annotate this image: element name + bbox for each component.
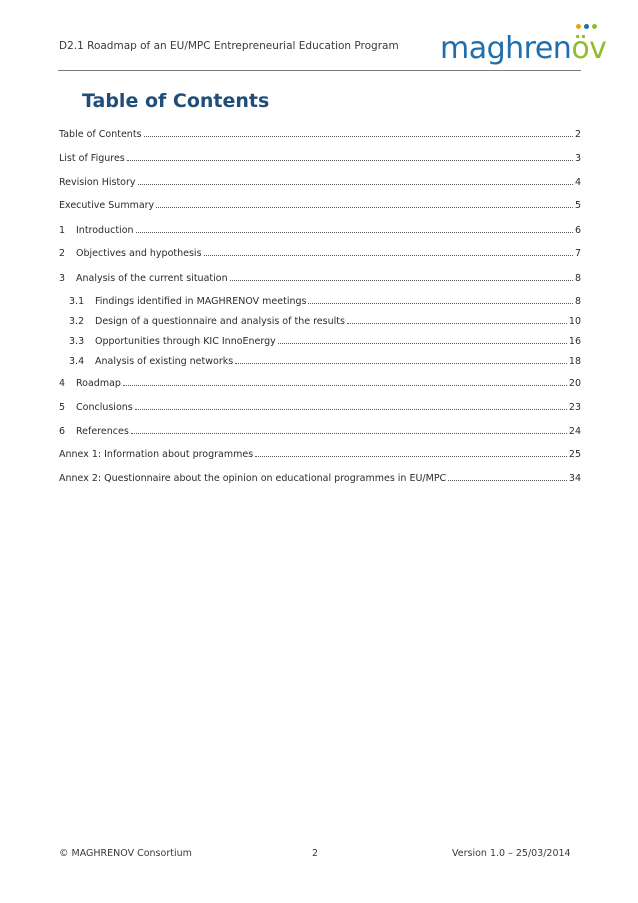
toc-entry[interactable] [59, 126, 581, 140]
toc-entry[interactable] [59, 446, 581, 460]
toc-entry-number: 5 [59, 402, 66, 413]
toc-entry[interactable] [59, 313, 581, 327]
toc-entry-page: 24 [568, 426, 581, 437]
toc-entry-title: Roadmap [76, 378, 121, 389]
toc-entry-page: 2 [574, 129, 581, 140]
toc-dot-leader [136, 232, 573, 233]
logo-main-text: maghren [440, 31, 572, 66]
toc-dot-leader [308, 303, 572, 304]
toc-entry-number: 2 [59, 248, 66, 259]
toc-dot-leader [230, 280, 573, 281]
toc-entry-page: 10 [568, 316, 581, 327]
toc-entry[interactable] [59, 293, 581, 307]
toc-dot-leader [347, 323, 567, 324]
toc-entry-number: 3 [59, 273, 66, 284]
toc-entry-page: 6 [574, 225, 581, 236]
toc-entry[interactable] [59, 375, 581, 389]
toc-entry-title: Introduction [76, 225, 134, 236]
footer-copyright: © MAGHRENOV Consortium [59, 848, 192, 859]
toc-entry[interactable] [59, 270, 581, 284]
toc-entry-page: 20 [568, 378, 581, 389]
toc-entry-title: Table of Contents [59, 129, 142, 140]
toc-entry[interactable] [59, 399, 581, 413]
toc-entry-page: 7 [574, 248, 581, 259]
toc-entry-title: References [76, 426, 129, 437]
toc-dot-leader [131, 433, 567, 434]
toc-entry-number: 6 [59, 426, 66, 437]
toc-entry-number: 1 [59, 225, 66, 236]
toc-entry-title: Opportunities through KIC InnoEnergy [95, 336, 276, 347]
toc-entry-title: Annex 1: Information about programmes [59, 449, 254, 460]
maghrenov-logo [440, 28, 606, 64]
toc-entry-page: 25 [568, 449, 581, 460]
toc-entry-page: 23 [568, 402, 581, 413]
footer-page-number: 2 [312, 848, 319, 859]
logo-text [440, 31, 607, 66]
toc-dot-leader [448, 480, 567, 481]
toc-entry-page: 16 [568, 336, 581, 347]
toc-entry[interactable] [59, 353, 581, 367]
toc-entry-page: 4 [574, 177, 581, 188]
toc-dot-leader [123, 385, 567, 386]
toc-dot-leader [204, 255, 573, 256]
toc-entry[interactable] [59, 150, 581, 164]
toc-entry-title: Objectives and hypothesis [76, 248, 202, 259]
toc-dot-leader [144, 136, 573, 137]
toc-entry[interactable] [59, 423, 581, 437]
toc-entry[interactable] [59, 333, 581, 347]
toc-dot-leader [235, 363, 567, 364]
logo-dot-icon [584, 24, 589, 29]
toc-entry[interactable] [59, 222, 581, 236]
toc-entry-title: Executive Summary [59, 200, 155, 211]
header-divider [58, 70, 581, 71]
toc-entry-page: 5 [574, 200, 581, 211]
toc-entry-page: 34 [568, 473, 581, 484]
toc-entry-number: 4 [59, 378, 66, 389]
toc-dot-leader [138, 184, 573, 185]
toc-entry-title: Conclusions [76, 402, 133, 413]
toc-entry-title: Revision History [59, 177, 136, 188]
toc-entry-page: 8 [574, 296, 581, 307]
toc-heading: Table of Contents [82, 90, 270, 112]
toc-dot-leader [255, 456, 567, 457]
header-title: D2.1 Roadmap of an EU/MPC Entrepreneurial Education Program [59, 40, 399, 52]
toc-entry-title: Design of a questionnaire and analysis of the results [95, 316, 345, 327]
toc-dot-leader [156, 207, 573, 208]
toc-entry-title: Annex 2: Questionnaire about the opinion on educational programmes in EU/MPC [59, 473, 447, 484]
logo-dot-icon [592, 24, 597, 29]
logo-dot-icon [576, 24, 581, 29]
toc-dot-leader [278, 343, 567, 344]
toc-entry-number: 3.3 [69, 336, 85, 347]
footer-version: Version 1.0 – 25/03/2014 [452, 848, 571, 859]
toc-entry-title: List of Figures [59, 153, 125, 164]
toc-dot-leader [127, 160, 573, 161]
toc-entry-title: Analysis of the current situation [76, 273, 228, 284]
toc-entry-page: 3 [574, 153, 581, 164]
toc-entry[interactable] [59, 470, 581, 484]
toc-entry[interactable] [59, 245, 581, 259]
toc-entry[interactable] [59, 174, 581, 188]
logo-accent-text: öv [571, 31, 607, 66]
toc-entry-number: 3.4 [69, 356, 85, 367]
toc-entry-title: Findings identified in MAGHRENOV meetings [95, 296, 307, 307]
toc-entry-page: 18 [568, 356, 581, 367]
toc-entry[interactable] [59, 197, 581, 211]
toc-dot-leader [135, 409, 567, 410]
toc-entry-page: 8 [574, 273, 581, 284]
toc-entry-number: 3.1 [69, 296, 85, 307]
toc-entry-number: 3.2 [69, 316, 85, 327]
toc-entry-title: Analysis of existing networks [95, 356, 234, 367]
logo-dots-icon [576, 24, 600, 30]
